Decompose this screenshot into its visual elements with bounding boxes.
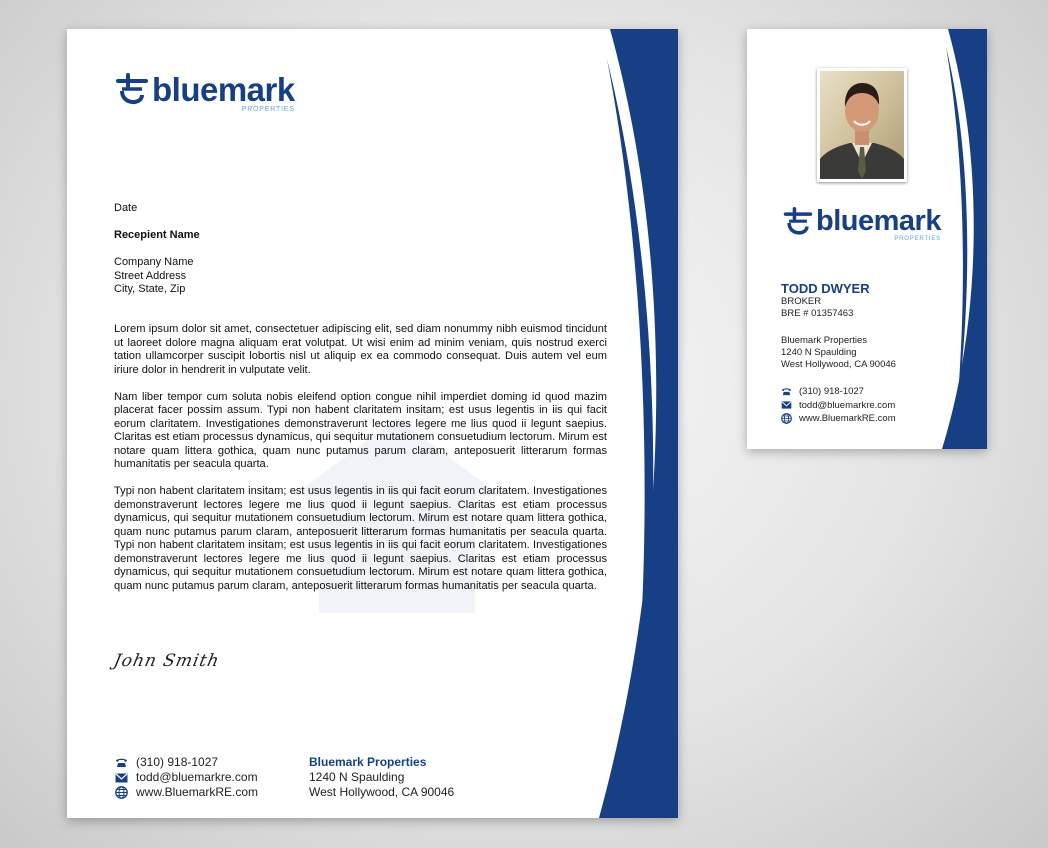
email-link[interactable]: todd@bluemarkre.com xyxy=(136,770,258,784)
card-street: 1240 N Spaulding xyxy=(781,347,857,358)
card-contact xyxy=(781,385,896,426)
website-link[interactable]: www.BluemarkRE.com xyxy=(136,785,259,799)
bluemark-house-logo-icon xyxy=(780,207,816,239)
phone-text: (310) 918-1027 xyxy=(799,386,864,397)
website-link[interactable]: www.BluemarkRE.com xyxy=(799,413,896,424)
phone-row xyxy=(781,385,896,399)
card-role xyxy=(781,296,853,320)
card-company: Bluemark Properties xyxy=(781,335,868,346)
letter-paragraph: Lorem ipsum dolor sit amet, consectetuer adipiscing elit, sed diam nonummy nibh euismod tincidunt ut laoreet dolore magna aliquam erat volutpat. Ut wisi enim ad minim veniam, quis nostrud exerci tation ullamcorper suscipit lobortis nisl ut aliquip ex ea commodo consequat. Duis autem vel eum iriure dolor in hendrerit in vulputate velit. xyxy=(114,323,607,376)
letter-contact-info xyxy=(114,755,258,800)
email-row xyxy=(781,399,896,413)
email-link[interactable]: todd@bluemarkre.com xyxy=(799,399,896,411)
card-title: BROKER xyxy=(781,296,822,307)
letterhead-sheet xyxy=(67,29,678,818)
logo-wordmark: bluemark xyxy=(816,205,941,237)
letter-paragraph: Typi non habent claritatem insitam; est usus legentis in iis qui facit eorum claritatem. Investigationes demonstraverunt lectores legere me lius quod ii legunt saepius. Claritas est etiam processus dynamicus, qui sequitur mutationem consuetudium lectorum. Mirum est notare quam littera gothica, quam nunc putamus parum claram, anteposuerit litterarum formas humanitatis per seacula quarta. Typi non habent claritatem insitam; est usus legentis in iis qui facit eorum claritatem. Investigationes demonstraverunt lectores legere me lius quod ii legunt saepius. Claritas est etiam processus dynamicus, qui sequitur mutationem consuetudium lectorum. Mirum est notare quam littera gothica, quam nunc putamus parum claram, anteposuerit litterarum formas humanitatis per seacula quarta. xyxy=(114,485,607,592)
letter-paragraph: Nam liber tempor cum soluta nobis eleifend option congue nihil imperdiet doming id quod mazim placerat facer possim assum. Typi non habent claritatem insitam; est usus legentis in iis qui facit eorum claritatem. Investigationes demonstraverunt lectores legere me lius quod ii legunt saepius. Claritas est etiam processus dynamicus, qui sequitur mutationem consuetudium lectorum. Mirum est notare quam littera gothica, quam nunc putamus parum claram, anteposuerit litterarum formas humanitatis per seacula quarta. xyxy=(114,390,607,470)
address-line: Company Name xyxy=(114,256,194,268)
card-logo xyxy=(780,207,941,242)
envelope-icon xyxy=(114,771,128,785)
profile-photo-frame xyxy=(817,68,907,182)
logo-tagline: PROPERTIES xyxy=(241,106,295,113)
letter-recipient-address xyxy=(114,256,193,297)
company-street: 1240 N Spaulding xyxy=(309,770,405,784)
company-name: Bluemark Properties xyxy=(309,755,427,769)
profile-photo xyxy=(820,71,904,179)
signature: John Smith xyxy=(111,651,222,671)
phone-icon xyxy=(781,386,792,397)
website-row xyxy=(781,412,896,426)
address-line: City, State, Zip xyxy=(114,283,186,295)
logo-tagline: PROPERTIES xyxy=(894,236,941,242)
letter-date: Date xyxy=(114,202,138,214)
bluemark-house-logo-icon xyxy=(112,73,152,109)
letter-company-info xyxy=(309,755,454,800)
company-city: West Hollywood, CA 90046 xyxy=(309,785,455,799)
phone-text: (310) 918-1027 xyxy=(136,755,219,769)
card-license: BRE # 01357463 xyxy=(781,308,854,319)
card-person-name: TODD DWYER xyxy=(781,281,870,296)
globe-icon xyxy=(114,786,128,800)
phone-icon xyxy=(114,756,128,770)
envelope-icon xyxy=(781,400,792,411)
logo-wordmark: bluemark xyxy=(152,71,295,108)
letter-body xyxy=(114,323,607,607)
address-line: Street Address xyxy=(114,269,187,282)
card-city: West Hollywood, CA 90046 xyxy=(781,359,896,370)
business-card xyxy=(747,29,987,449)
phone-row xyxy=(114,755,258,770)
card-address xyxy=(781,335,896,371)
email-row xyxy=(114,770,258,785)
letter-recipient: Recepient Name xyxy=(114,229,200,241)
letterhead-logo xyxy=(112,73,295,113)
website-row xyxy=(114,785,258,800)
globe-icon xyxy=(781,413,792,424)
